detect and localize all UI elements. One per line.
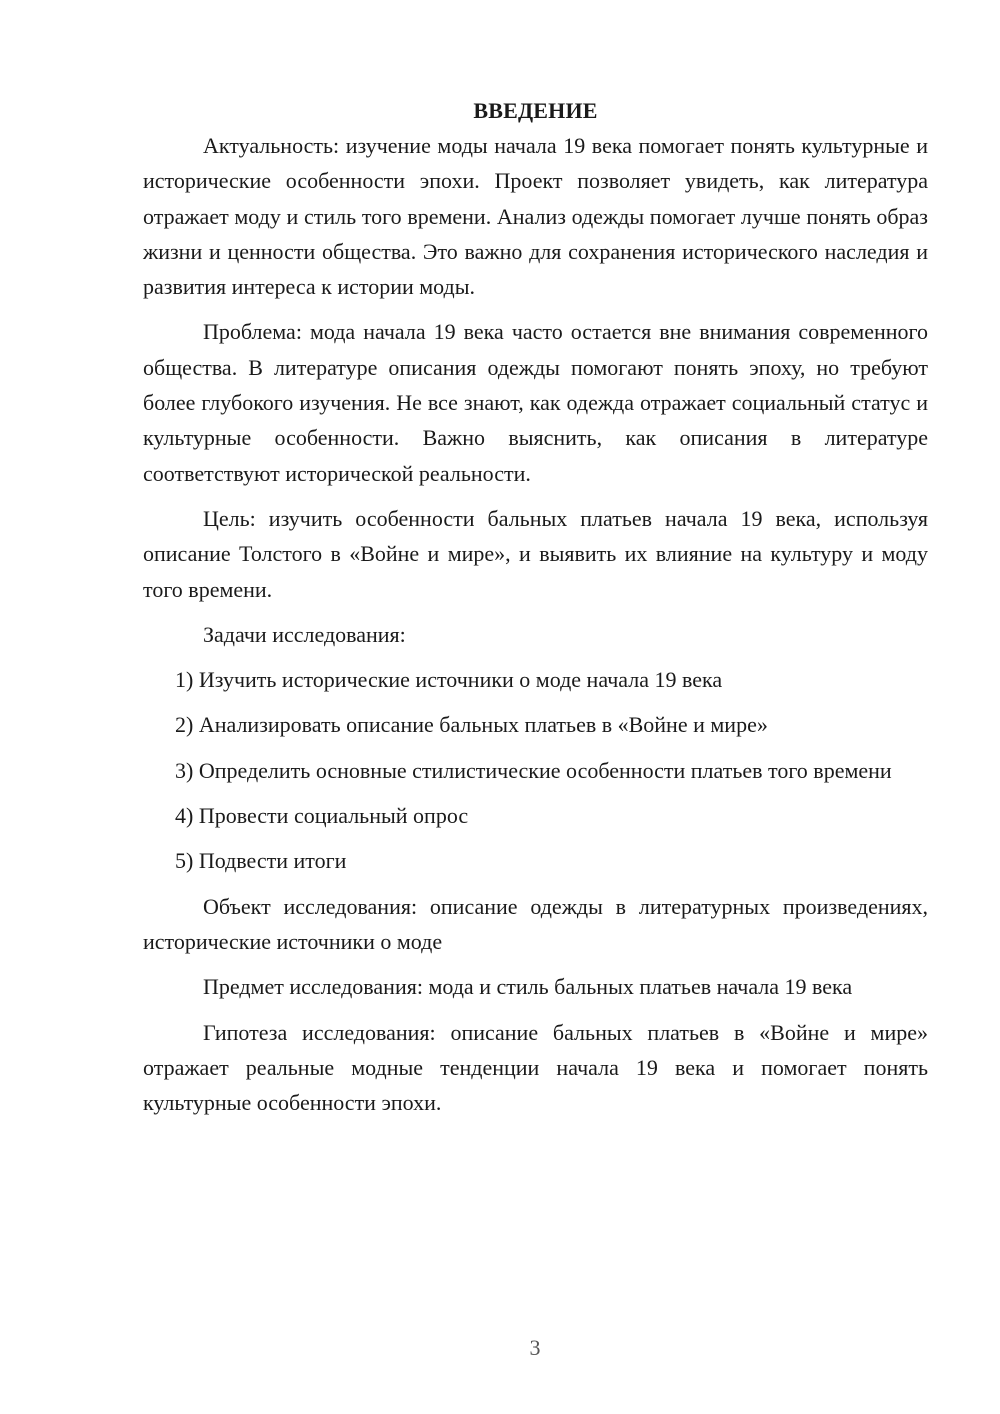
paragraph-hypothesis: Гипотеза исследования: описание бальных платьев в «Войне и мире» отражает реальные модные тенденции начала 19 века и помогает понять культурные особенности эпохи.: [143, 1019, 928, 1116]
paragraph-object: Объект исследования: описание одежды в литературных произведениях, исторические источники о моде: [143, 893, 928, 954]
section-heading: ВВЕДЕНИЕ: [473, 98, 598, 123]
paragraph-subject: Предмет исследования: мода и стиль бальных платьев начала 19 века: [203, 974, 853, 1000]
task-item-4: 4) Провести социальный опрос: [175, 803, 469, 829]
task-item-1: 1) Изучить исторические источники о моде начала 19 века: [175, 667, 723, 693]
paragraph-goal: Цель: изучить особенности бальных платьев начала 19 века, используя описание Толстого в «Войне и мире», и выявить их влияние на культуру и моду того времени.: [143, 505, 928, 602]
task-item-2: 2) Анализировать описание бальных платьев в «Войне и мире»: [175, 712, 768, 738]
document-page: [143, 96, 928, 1130]
task-item-3: 3) Определить основные стилистические особенности платьев того времени: [175, 757, 892, 783]
page-number: 3: [529, 1335, 541, 1360]
paragraph-problem: Проблема: мода начала 19 века часто остается вне внимания современного общества. В литературе описания одежды помогают понять эпоху, но требуют более глубокого изучения. Не все знают, как одежда отражает социальный статус и культурные особенности. Важно выяснить, как описания в литературе соответствуют исторической реальности.: [143, 319, 928, 486]
paragraph-relevance: Актуальность: изучение моды начала 19 века помогает понять культурные и исторические особенности эпохи. Проект позволяет увидеть, как литература отражает моду и стиль того времени. Анализ одежды помогает лучше понять образ жизни и ценности общества. Это важно для сохранения исторического наследия и развития интереса к истории моды.: [143, 133, 928, 300]
tasks-title: Задачи исследования:: [203, 621, 406, 647]
task-item-5: 5) Подвести итоги: [175, 848, 347, 874]
